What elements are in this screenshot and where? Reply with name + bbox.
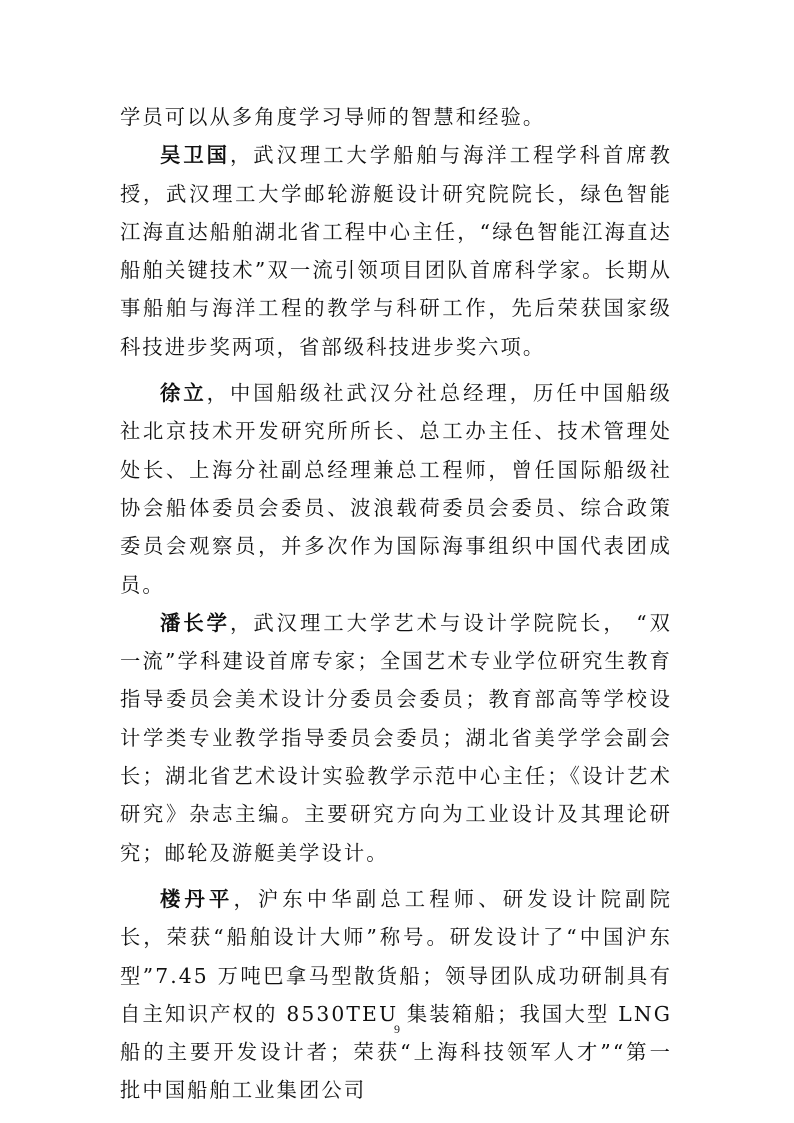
profile-text: ，沪东中华副总工程师、研发设计院副院长，荣获“船舶设计大师”称号。研发设计了“中国沪东型”7.45 万吨巴拿马型散货船；领导团队成功研制具有自主知识产权的 8530TEU 集装箱船；我国大型 LNG 船的主要开发设计者；荣获“上海科技领军人才”“第一批中国船舶工业集团公司 — [120, 886, 672, 1103]
profile-text: ，中国船级社武汉分社总经理，历任中国船级社北京技术开发研究所所长、总工办主任、技术管理处处长、上海分社副总经理兼总工程师，曾任国际船级社协会船体委员会委员、波浪载荷委员会委员、综合政策委员会观察员，并多次作为国际海事组织中国代表团成员。 — [120, 381, 672, 597]
profile-paragraph-pan-changxue — [120, 604, 672, 872]
profile-name: 楼丹平 — [160, 886, 234, 911]
page-number: 9 — [394, 1022, 400, 1036]
profile-name: 潘长学 — [160, 610, 231, 635]
intro-paragraph: 学员可以从多角度学习导师的智慧和经验。 — [120, 105, 546, 129]
profile-name: 吴卫国 — [160, 143, 230, 168]
profile-paragraph-lou-danping — [120, 880, 672, 1110]
profile-text: ，武汉理工大学艺术与设计学院院长， “双一流”学科建设首席专家；全国艺术专业学位研究生教育指导委员会美术设计分委员会委员；教育部高等学校设计学类专业教学指导委员会委员；湖北省美学学会副会长；湖北省艺术设计实验教学示范中心主任；《设计艺术研究》杂志主编。主要研究方向为工业设计及其理论研究；邮轮及游艇美学设计。 — [120, 610, 672, 865]
profile-paragraph-wu-weiguo — [120, 136, 672, 366]
document-body — [120, 98, 672, 1110]
profile-paragraph-xu-li — [120, 374, 672, 604]
profile-name: 徐立 — [160, 381, 207, 406]
profile-text: ，武汉理工大学船舶与海洋工程学科首席教授，武汉理工大学邮轮游艇设计研究院院长，绿色智能江海直达船舶湖北省工程中心主任，“绿色智能江海直达船舶关键技术”双一流引领项目团队首席科学家。长期从事船舶与海洋工程的教学与科研工作，先后荣获国家级科技进步奖两项，省部级科技进步奖六项。 — [120, 143, 672, 359]
